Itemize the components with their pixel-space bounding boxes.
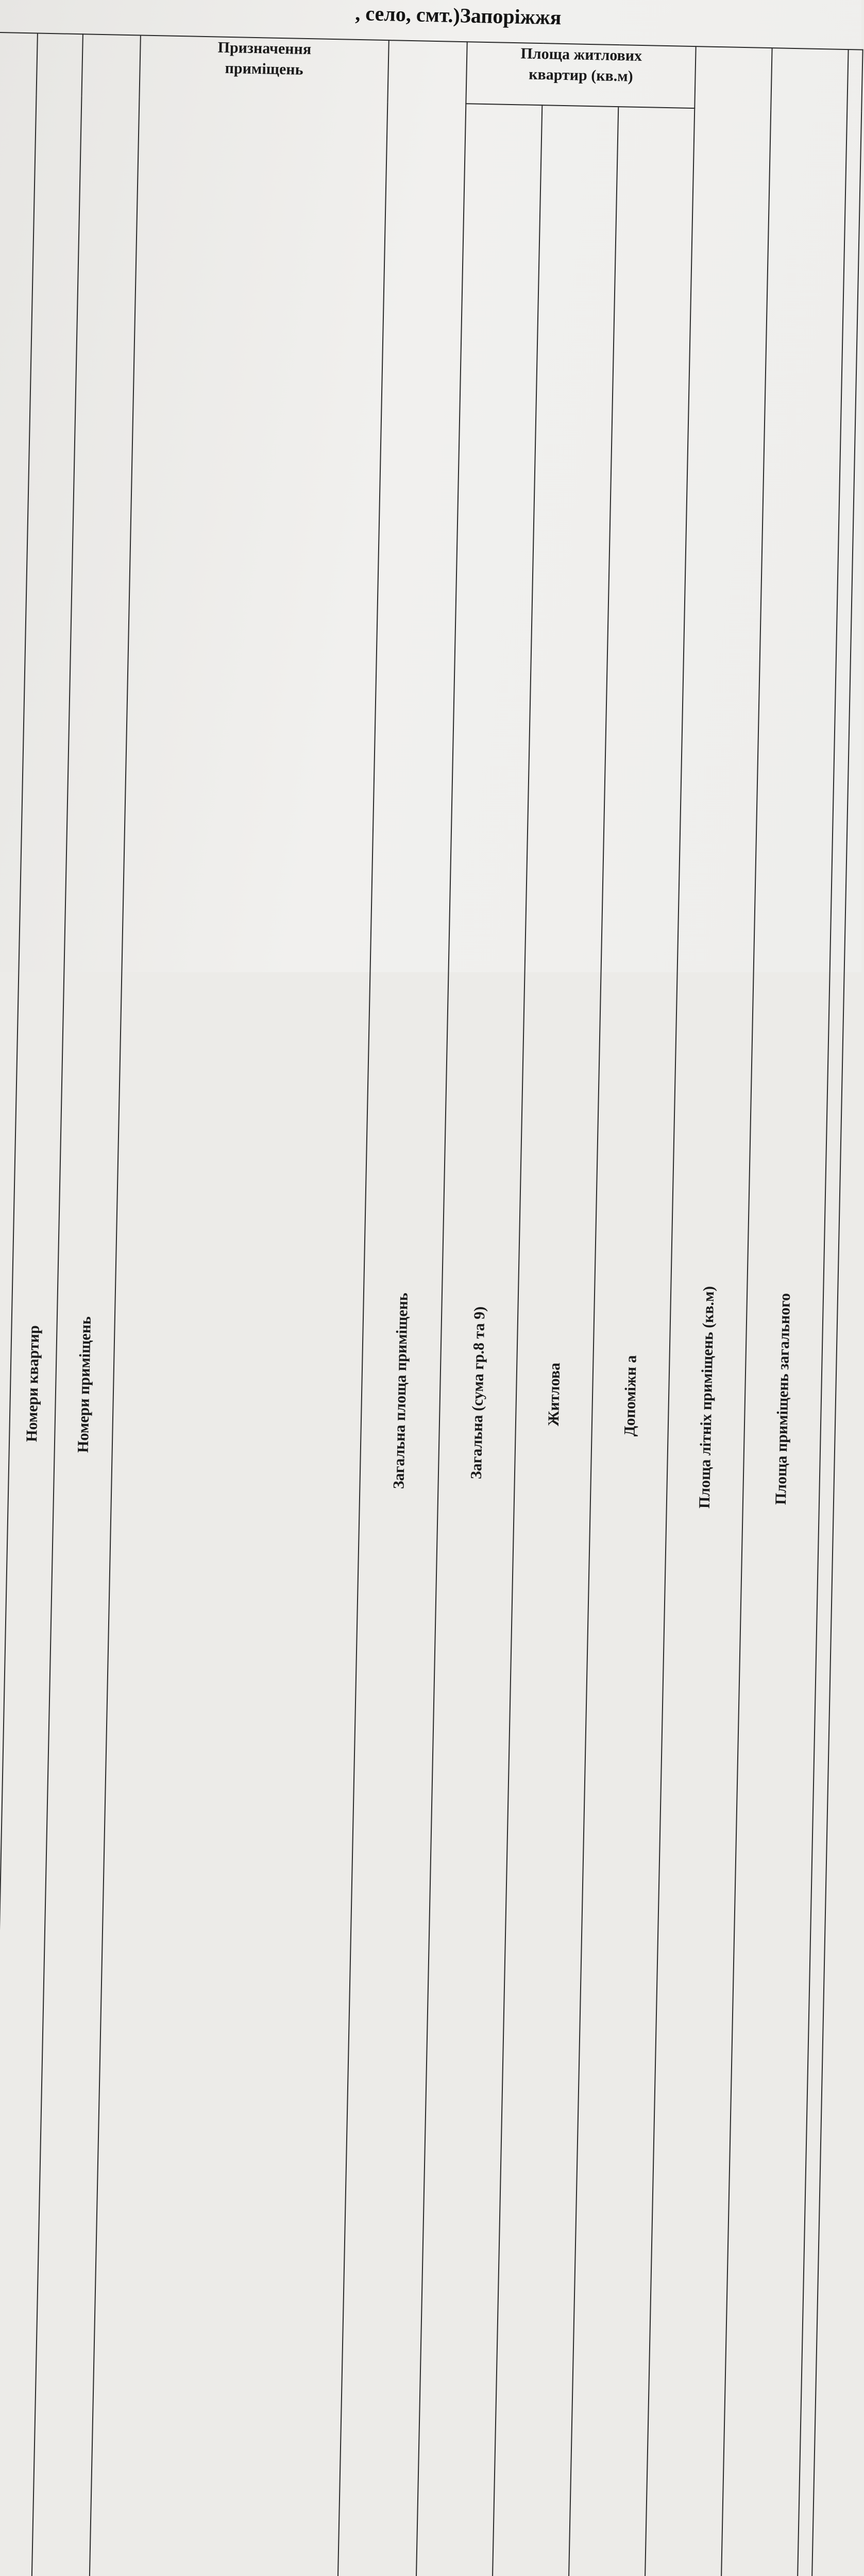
header-auxiliary: Допоміжн а (567, 107, 694, 2576)
header-residential-group: Площа житлових квартир (кв.м) (466, 42, 696, 108)
room-area-table (0, 32, 863, 2576)
header-room-numbers: Номери приміщень (30, 34, 141, 2576)
header-common-area: Площа приміщень загального (719, 48, 849, 2576)
header-living: Житлова (490, 105, 618, 2576)
header-total-area: Загальна площа приміщень (336, 40, 467, 2576)
document-title: , село, смт.)Запоріжжя (354, 1, 562, 29)
header-residential-total: Загальна (сума гр.8 та 9) (414, 104, 542, 2576)
header-purpose: Призначення приміщень (88, 35, 389, 2576)
header-apartment-numbers: Номери квартир (0, 33, 83, 2576)
header-summer-rooms: Площа літніх приміщень (кв.м) (643, 46, 772, 2576)
